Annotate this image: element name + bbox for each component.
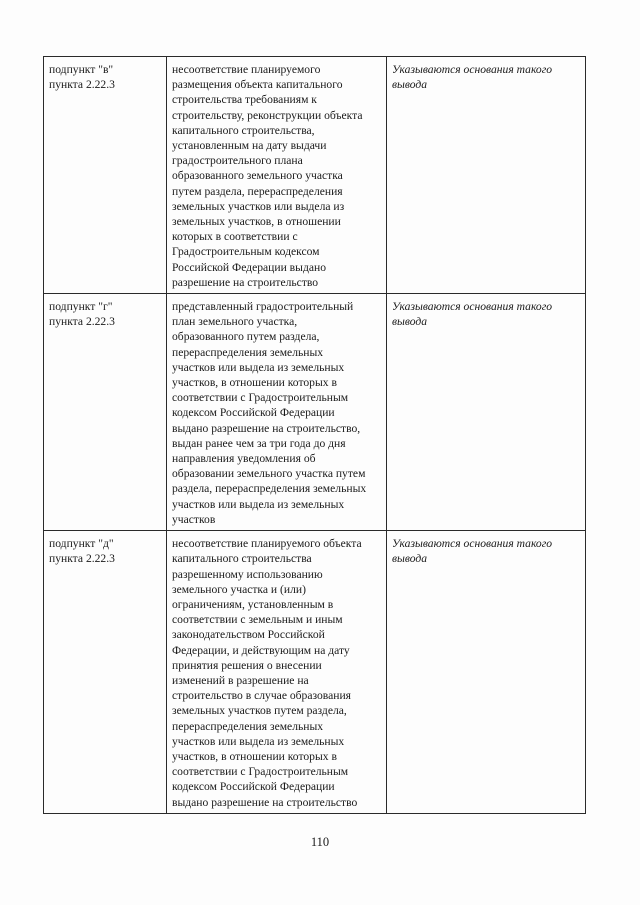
- text-line: образованного земельного участка: [172, 169, 343, 183]
- clause-reference-cell: [44, 57, 167, 294]
- explanation-note-cell: [387, 294, 586, 531]
- text-line: Указываются основания такого: [392, 537, 553, 551]
- text-line: план земельного участка,: [172, 315, 298, 329]
- text-line: Указываются основания такого: [392, 300, 553, 314]
- text-line: подпункт "д": [49, 537, 114, 551]
- grounds-table: [43, 56, 586, 814]
- table-row: [44, 294, 586, 531]
- text-line: установленным на дату выдачи: [172, 139, 327, 153]
- text-line: соответствии с Градостроительным: [172, 391, 349, 405]
- text-line: направления уведомления об: [172, 452, 316, 466]
- explanation-note-cell: [387, 57, 586, 294]
- clause-reference-cell: [44, 531, 167, 814]
- text-line: участков, в отношении которых в: [172, 376, 337, 390]
- text-line: путем раздела, перераспределения: [172, 184, 343, 198]
- clause-reference-cell: [44, 294, 167, 531]
- text-line: выдано разрешение на строительство: [172, 795, 358, 809]
- table-body: [44, 57, 586, 814]
- text-line: градостроительного плана: [172, 154, 303, 168]
- text-line: земельных участков, в отношении: [172, 215, 341, 229]
- text-line: вывода: [392, 78, 428, 92]
- text-line: перераспределения земельных: [172, 719, 324, 733]
- text-line: которых в соответствии с: [172, 230, 298, 244]
- text-line: выдано разрешение на строительство,: [172, 421, 361, 435]
- text-line: разрешение на строительство: [172, 275, 319, 289]
- text-line: участков, в отношении которых в: [172, 749, 337, 763]
- text-line: кодексом Российской Федерации: [172, 780, 335, 794]
- text-line: пункта 2.22.3: [49, 315, 115, 329]
- text-line: участков: [172, 512, 216, 526]
- text-line: строительство в случае образования: [172, 689, 352, 703]
- refusal-ground-cell: [167, 294, 387, 531]
- text-line: ограничениям, установленным в: [172, 597, 334, 611]
- text-line: принятия решения о внесении: [172, 658, 322, 672]
- text-line: размещения объекта капитального: [172, 78, 343, 92]
- text-line: участков или выдела из земельных: [172, 734, 345, 748]
- text-line: разрешенному использованию: [172, 567, 323, 581]
- text-line: строительству, реконструкции объекта: [172, 108, 363, 122]
- page-number: 110: [310, 835, 330, 849]
- text-line: раздела, перераспределения земельных: [172, 482, 367, 496]
- text-line: пункта 2.22.3: [49, 552, 115, 566]
- text-line: земельного участка и (или): [172, 582, 306, 596]
- text-line: изменений в разрешение на: [172, 673, 309, 687]
- text-line: строительства требованиям к: [172, 93, 317, 107]
- text-line: соответствии с земельным и иным: [172, 613, 343, 627]
- text-line: подпункт "г": [49, 300, 113, 314]
- text-line: подпункт "в": [49, 63, 114, 76]
- text-line: Указываются основания такого: [392, 63, 553, 76]
- text-line: земельных участков путем раздела,: [172, 704, 347, 718]
- text-line: Градостроительным кодексом: [172, 245, 320, 259]
- text-line: кодексом Российской Федерации: [172, 406, 335, 420]
- text-line: соответствии с Градостроительным: [172, 765, 349, 779]
- text-line: перераспределения земельных: [172, 345, 324, 359]
- text-line: капитального строительства,: [172, 123, 315, 137]
- text-line: участков или выдела из земельных: [172, 360, 345, 374]
- text-line: Российской Федерации выдано: [172, 260, 326, 274]
- text-line: выдан ранее чем за три года до дня: [172, 436, 346, 450]
- text-line: несоответствие планируемого: [172, 63, 321, 76]
- table-row: [44, 57, 586, 294]
- text-line: законодательством Российской: [172, 628, 325, 642]
- text-line: капитального строительства: [172, 552, 312, 566]
- text-line: земельных участков или выдела из: [172, 199, 345, 213]
- text-line: образованного путем раздела,: [172, 330, 320, 344]
- text-line: Федерации, и действующим на дату: [172, 643, 350, 657]
- text-line: несоответствие планируемого объекта: [172, 537, 362, 551]
- explanation-note-cell: [387, 531, 586, 814]
- table-row: [44, 531, 586, 814]
- text-line: вывода: [392, 552, 428, 566]
- text-line: вывода: [392, 315, 428, 329]
- refusal-ground-cell: [167, 531, 387, 814]
- text-line: представленный градостроительный: [172, 300, 354, 314]
- text-line: образовании земельного участка путем: [172, 467, 366, 481]
- refusal-ground-cell: [167, 57, 387, 294]
- text-line: участков или выдела из земельных: [172, 497, 345, 511]
- text-line: пункта 2.22.3: [49, 78, 115, 92]
